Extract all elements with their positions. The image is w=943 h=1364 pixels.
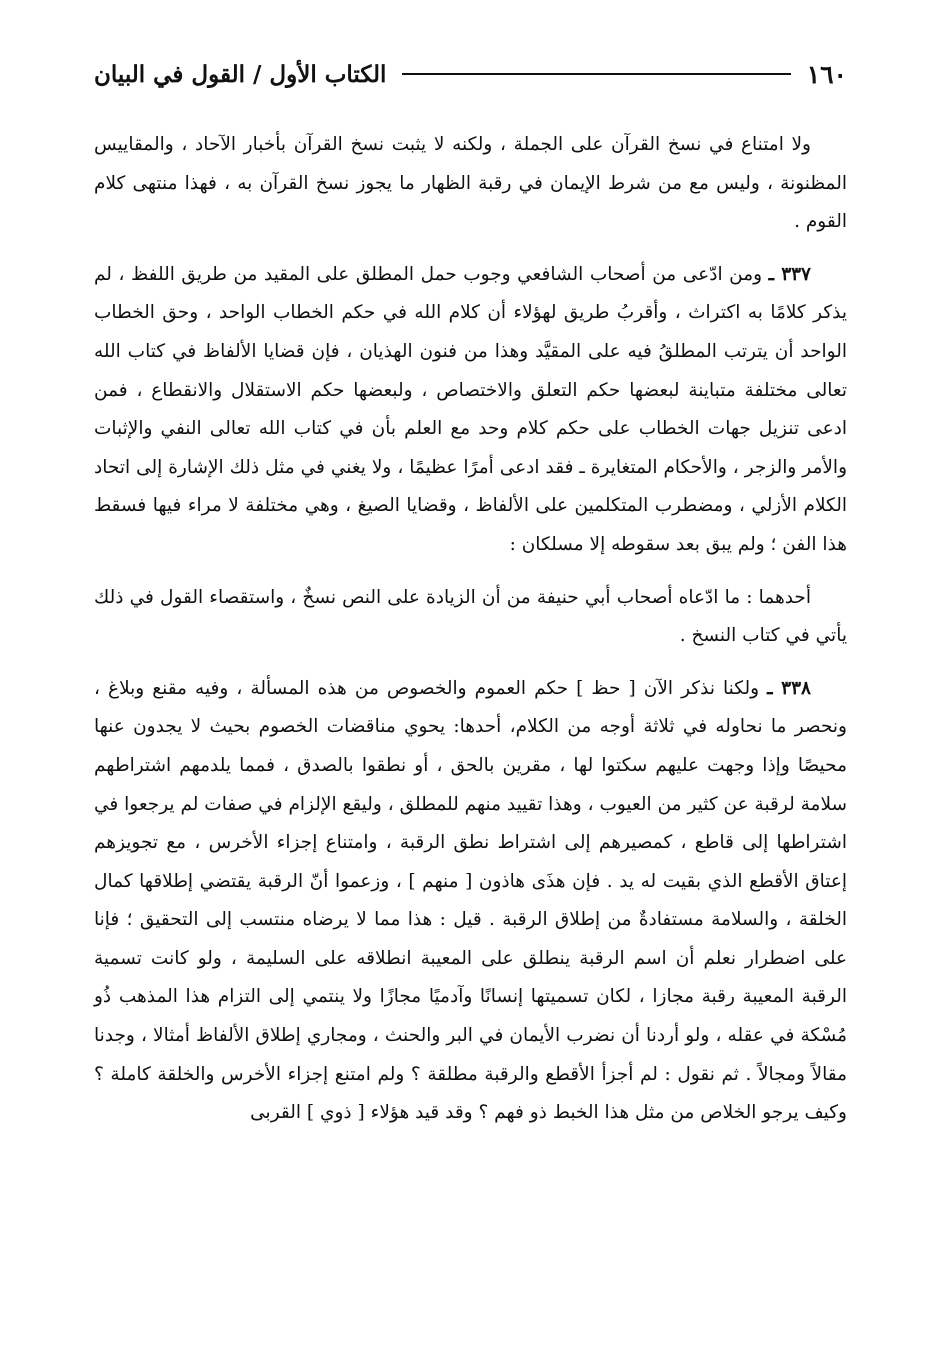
paragraph-337 <box>94 256 847 565</box>
paragraph-text: ومن ادّعى من أصحاب الشافعي وجوب حمل المطلق على المقيد من طريق اللفظ ، لم يذكر كلامًا به اكتراث ، وأقربُ طريق لهؤلاء أن كلام الله في حكم الخطاب الواحد ، وحق الخطاب الواحد أن يترتب المطلقُ فيه على المقيَّد وهذا من فنون الهذيان ، فإن قضايا الألفاظ في كتاب الله تعالى مختلفة متباينة لبعضها حكم التعلق والاختصاص ، ولبعضها حكم الاستقلال والانقطاع ، فمن ادعى تنزيل جهات الخطاب على حكم كلام وحد مع العلم بأن في كتاب الله تعالى النفي والإثبات والأمر والزجر ، والأحكام المتغايرة ـ فقد ادعى أمرًا عظيمًا ، ولا يغني في مثل ذلك الإشارة إلى اتحاد الكلام الأزلي ، ومضطرب المتكلمين على الألفاظ ، وقضايا الصيغ ، وهي مختلفة لا مراء فيها فسقط هذا الفن ؛ ولم يبق بعد سقوطه إلا مسلكان : <box>94 263 847 555</box>
paragraph-text: ولا امتناع في نسخ القرآن على الجملة ، ولكنه لا يثبت نسخ القرآن بأخبار الآحاد ، والمقاييس المظنونة ، وليس مع من شرط الإيمان في رقبة الظهار ما يجوز نسخ القرآن به ، فهذا منتهى كلام القوم . <box>94 134 847 233</box>
paragraph-number: ٣٣٧ ـ <box>768 263 811 285</box>
paragraph-gap <box>94 242 847 256</box>
paragraph-text: ولكنا نذكر الآن [ حظ ] حكم العموم والخصوص من هذه المسألة ، وفيه مقنع وبلاغ ، ونحصر ما نحاوله في ثلاثة أوجه من الكلام، أحدها: يحوي مناقضات الخصوم بحيث لا يجدون عنها محيصًا وإذا وجهت عليهم سكتوا لها ، مقرين بالحق ، أو نطقوا بالصدق ، فمما يلدمهم اشتراطهم سلامة لرقبة عن كثير من العيوب ، وهذا تقييد منهم للمطلق ، وليقع الإلزام في صفات لم يرجعوا في اشتراطها إلى قاطع ، كمصيرهم إلى اشتراط نطق الرقبة ، وامتناع إجزاء الأخرس ، مع تجويزهم إعتاق الأقطع الذي بقيت له يد . فإن هذَى هاذون [ منهم ] ، وزعموا أنّ الرقبة يقتضي إطلاقها كمال الخلقة ، والسلامة مستفادةٌ من إطلاق الرقبة . قيل : هذا مما لا يرضاه منتسب إلى التحقيق ؛ فإنا على اضطرار نعلم أن اسم الرقبة ينطلق على المعيبة انطلاقه على السليمة ، ولو كانت تسمية الرقبة المعيبة رقبة مجازا ، لكان تسميتها إنسانًا وآدميًا مجازًا ولا ينتمي إلى التزام هذا المذهب ذُو مُسْكة في عقله ، ولو أردنا أن نضرب الأيمان في البر والحنث ، ومجاري إطلاق الألفاظ أمثالا ، وجدنا مقالاً ومجالاً . ثم نقول : لم أجزأ الأقطع والرقبة مطلقة ؟ ولم امتنع إجزاء الأخرس والخلقة كاملة ؟ وكيف يرجو الخلاص من مثل هذا الخبط ذو فهم ؟ وقد قيد هؤلاء [ ذوي ] القربى <box>94 677 847 1124</box>
body-text <box>94 126 847 1133</box>
paragraph-gap <box>94 565 847 579</box>
paragraph-text: أحدهما : ما ادّعاه أصحاب أبي حنيفة من أن الزيادة على النص نسخٌ ، واستقصاء القول في ذلك يأتي في كتاب النسخ . <box>94 586 847 647</box>
paragraph-gap <box>94 656 847 670</box>
paragraph-number: ٣٣٨ ـ <box>767 677 811 699</box>
paragraph-continuation <box>94 126 847 242</box>
paragraph-first-path <box>94 579 847 656</box>
header-rule <box>402 73 790 75</box>
page-header <box>94 52 847 96</box>
running-title: الكتاب الأول / القول في البيان <box>94 60 387 88</box>
page-number: ١٦٠ <box>806 59 847 89</box>
paragraph-338 <box>94 670 847 1133</box>
